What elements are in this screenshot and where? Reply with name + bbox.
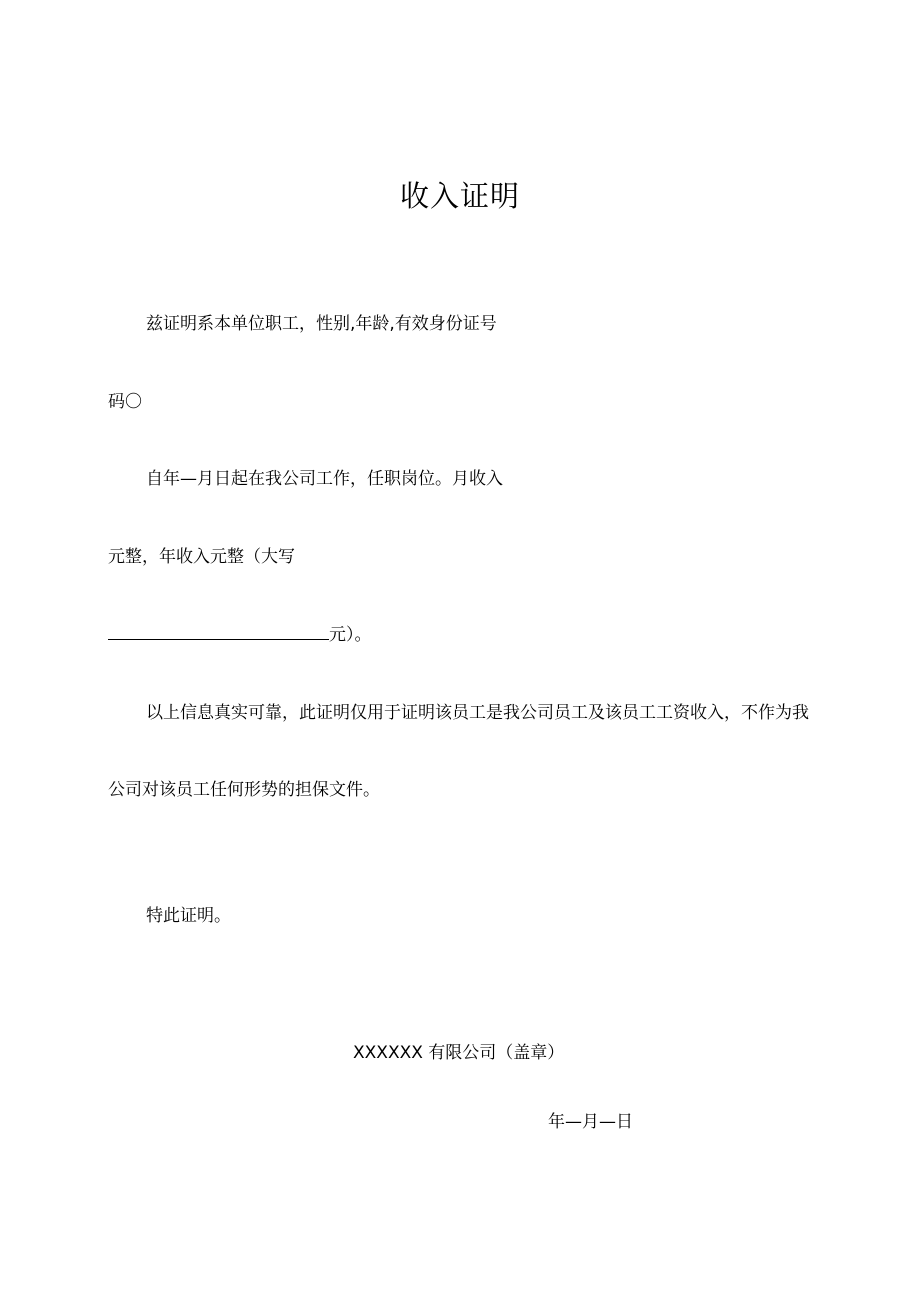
signature-date: 年—月—日 <box>548 1112 633 1132</box>
document-title: 收入证明 <box>399 179 520 213</box>
paragraph2-line1: 自年—月日起在我公司工作，任职岗位。月收入 <box>146 469 503 489</box>
paragraph3-line1: 以上信息真实可靠，此证明仅用于证明该员工是我公司员工及该员工工资收入，不作为我 <box>146 703 809 723</box>
paragraph2-line3 <box>108 624 372 646</box>
amount-in-words-blank <box>108 625 329 640</box>
closing-statement: 特此证明。 <box>146 906 231 926</box>
paragraph2-line3-suffix: 元）。 <box>329 625 372 645</box>
paragraph1-line2: 码〇 <box>108 392 142 412</box>
company-signature: XXXXXX 有限公司（盖章） <box>353 1043 565 1063</box>
paragraph3-line2: 公司对该员工任何形势的担保文件。 <box>108 780 380 800</box>
paragraph2-line2: 元整，年收入元整（大写 <box>108 547 295 567</box>
paragraph1-line1: 兹证明系本单位职工，性别,年龄,有效身份证号 <box>146 314 497 334</box>
